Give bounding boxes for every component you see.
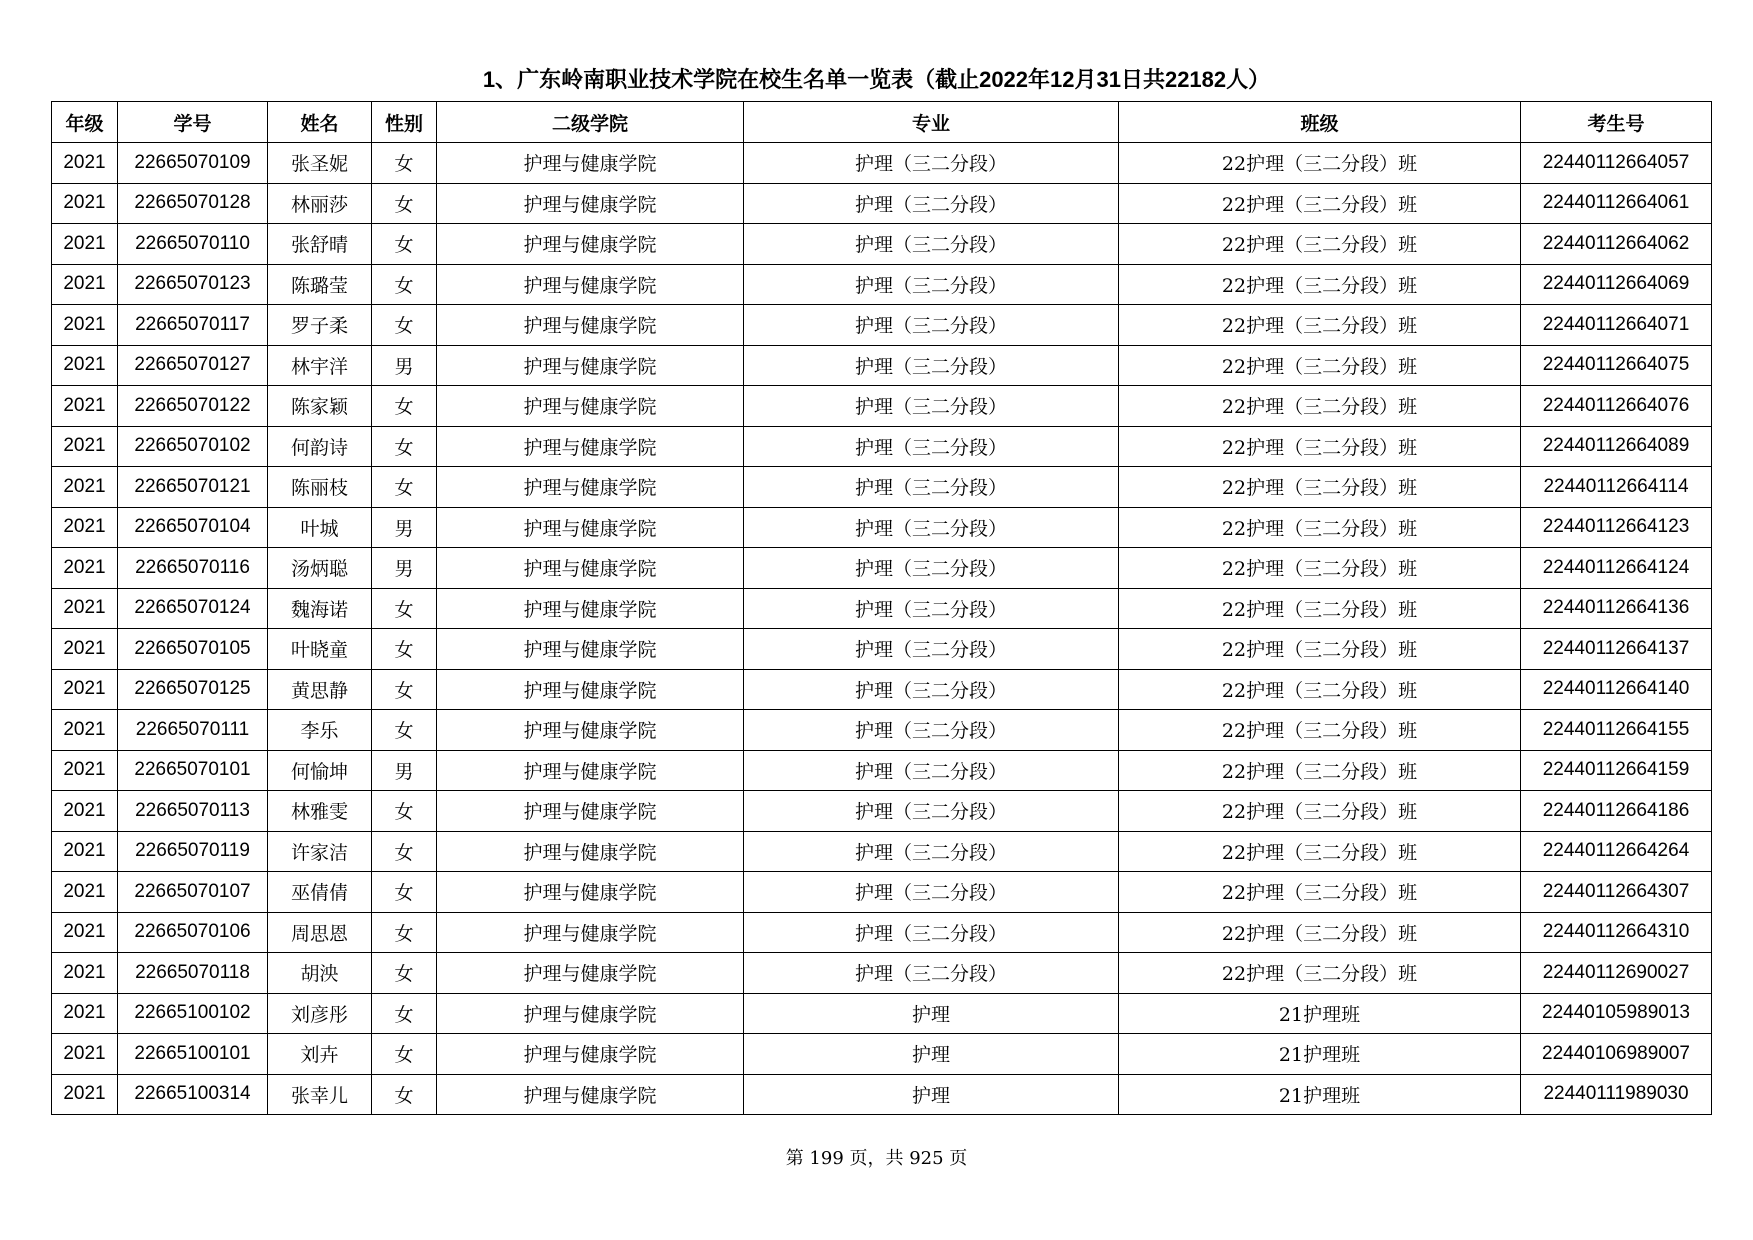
cell-gender: 男 bbox=[372, 507, 437, 548]
cell-class: 22护理（三二分段）班 bbox=[1119, 426, 1521, 467]
header-class: 班级 bbox=[1119, 102, 1521, 143]
cell-student-id: 22665070125 bbox=[118, 669, 268, 710]
cell-college: 护理与健康学院 bbox=[437, 710, 744, 751]
cell-student-id: 22665070117 bbox=[118, 305, 268, 346]
cell-major: 护理（三二分段） bbox=[744, 831, 1119, 872]
cell-class: 22护理（三二分段）班 bbox=[1119, 791, 1521, 832]
cell-major: 护理（三二分段） bbox=[744, 629, 1119, 670]
cell-gender: 女 bbox=[372, 831, 437, 872]
cell-student-id: 22665070111 bbox=[118, 710, 268, 751]
cell-grade: 2021 bbox=[52, 183, 118, 224]
cell-exam-id: 22440112664075 bbox=[1521, 345, 1712, 386]
header-college: 二级学院 bbox=[437, 102, 744, 143]
cell-exam-id: 22440112664124 bbox=[1521, 548, 1712, 589]
cell-college: 护理与健康学院 bbox=[437, 953, 744, 994]
cell-exam-id: 22440112690027 bbox=[1521, 953, 1712, 994]
cell-name: 张圣妮 bbox=[268, 143, 372, 184]
cell-student-id: 22665070110 bbox=[118, 224, 268, 265]
cell-grade: 2021 bbox=[52, 710, 118, 751]
cell-gender: 女 bbox=[372, 669, 437, 710]
cell-grade: 2021 bbox=[52, 143, 118, 184]
cell-exam-id: 22440112664140 bbox=[1521, 669, 1712, 710]
cell-class: 22护理（三二分段）班 bbox=[1119, 264, 1521, 305]
cell-exam-id: 22440112664307 bbox=[1521, 872, 1712, 913]
cell-student-id: 22665070127 bbox=[118, 345, 268, 386]
cell-name: 许家洁 bbox=[268, 831, 372, 872]
table-row bbox=[52, 507, 1712, 548]
cell-grade: 2021 bbox=[52, 953, 118, 994]
cell-gender: 女 bbox=[372, 588, 437, 629]
cell-grade: 2021 bbox=[52, 345, 118, 386]
cell-exam-id: 22440112664123 bbox=[1521, 507, 1712, 548]
cell-student-id: 22665100314 bbox=[118, 1074, 268, 1115]
cell-name: 何愉坤 bbox=[268, 750, 372, 791]
table-row bbox=[52, 548, 1712, 589]
cell-exam-id: 22440111989030 bbox=[1521, 1074, 1712, 1115]
cell-college: 护理与健康学院 bbox=[437, 791, 744, 832]
cell-grade: 2021 bbox=[52, 548, 118, 589]
cell-gender: 女 bbox=[372, 426, 437, 467]
cell-name: 李乐 bbox=[268, 710, 372, 751]
page-number-footer: 第 199 页，共 925 页 bbox=[785, 1148, 968, 1169]
cell-major: 护理（三二分段） bbox=[744, 143, 1119, 184]
table-row bbox=[52, 831, 1712, 872]
cell-gender: 女 bbox=[372, 264, 437, 305]
cell-exam-id: 22440112664137 bbox=[1521, 629, 1712, 670]
cell-major: 护理（三二分段） bbox=[744, 264, 1119, 305]
cell-class: 22护理（三二分段）班 bbox=[1119, 386, 1521, 427]
cell-student-id: 22665070119 bbox=[118, 831, 268, 872]
table-row bbox=[52, 183, 1712, 224]
table-row bbox=[52, 426, 1712, 467]
cell-name: 张幸儿 bbox=[268, 1074, 372, 1115]
cell-exam-id: 22440112664062 bbox=[1521, 224, 1712, 265]
cell-class: 22护理（三二分段）班 bbox=[1119, 588, 1521, 629]
cell-student-id: 22665070109 bbox=[118, 143, 268, 184]
cell-college: 护理与健康学院 bbox=[437, 183, 744, 224]
table-row bbox=[52, 345, 1712, 386]
cell-college: 护理与健康学院 bbox=[437, 507, 744, 548]
cell-name: 巫倩倩 bbox=[268, 872, 372, 913]
table-row bbox=[52, 224, 1712, 265]
cell-student-id: 22665070113 bbox=[118, 791, 268, 832]
cell-name: 叶晓童 bbox=[268, 629, 372, 670]
cell-student-id: 22665070101 bbox=[118, 750, 268, 791]
cell-class: 22护理（三二分段）班 bbox=[1119, 143, 1521, 184]
cell-student-id: 22665070105 bbox=[118, 629, 268, 670]
cell-college: 护理与健康学院 bbox=[437, 629, 744, 670]
cell-class: 21护理班 bbox=[1119, 993, 1521, 1034]
cell-college: 护理与健康学院 bbox=[437, 386, 744, 427]
cell-exam-id: 22440112664071 bbox=[1521, 305, 1712, 346]
cell-grade: 2021 bbox=[52, 912, 118, 953]
cell-major: 护理 bbox=[744, 1074, 1119, 1115]
cell-class: 22护理（三二分段）班 bbox=[1119, 669, 1521, 710]
cell-student-id: 22665070124 bbox=[118, 588, 268, 629]
cell-college: 护理与健康学院 bbox=[437, 264, 744, 305]
header-student-id: 学号 bbox=[118, 102, 268, 143]
cell-class: 22护理（三二分段）班 bbox=[1119, 548, 1521, 589]
table-row bbox=[52, 467, 1712, 508]
table-header-row bbox=[52, 102, 1712, 143]
cell-gender: 女 bbox=[372, 629, 437, 670]
header-gender: 性别 bbox=[372, 102, 437, 143]
cell-gender: 男 bbox=[372, 750, 437, 791]
cell-gender: 女 bbox=[372, 1074, 437, 1115]
cell-student-id: 22665070128 bbox=[118, 183, 268, 224]
cell-gender: 女 bbox=[372, 183, 437, 224]
cell-major: 护理（三二分段） bbox=[744, 872, 1119, 913]
cell-class: 22护理（三二分段）班 bbox=[1119, 629, 1521, 670]
table-row bbox=[52, 912, 1712, 953]
cell-college: 护理与健康学院 bbox=[437, 143, 744, 184]
cell-class: 22护理（三二分段）班 bbox=[1119, 912, 1521, 953]
cell-major: 护理（三二分段） bbox=[744, 791, 1119, 832]
cell-gender: 女 bbox=[372, 467, 437, 508]
cell-grade: 2021 bbox=[52, 386, 118, 427]
cell-grade: 2021 bbox=[52, 305, 118, 346]
header-name: 姓名 bbox=[268, 102, 372, 143]
cell-college: 护理与健康学院 bbox=[437, 467, 744, 508]
cell-student-id: 22665070107 bbox=[118, 872, 268, 913]
cell-gender: 女 bbox=[372, 953, 437, 994]
cell-gender: 女 bbox=[372, 305, 437, 346]
cell-gender: 女 bbox=[372, 993, 437, 1034]
cell-class: 22护理（三二分段）班 bbox=[1119, 872, 1521, 913]
cell-gender: 女 bbox=[372, 143, 437, 184]
cell-major: 护理 bbox=[744, 1034, 1119, 1075]
cell-exam-id: 22440112664076 bbox=[1521, 386, 1712, 427]
page-title: 1、广东岭南职业技术学院在校生名单一览表（截止2022年12月31日共22182人） bbox=[482, 67, 1271, 92]
student-roster-table bbox=[51, 101, 1712, 1115]
cell-major: 护理（三二分段） bbox=[744, 426, 1119, 467]
header-exam-id: 考生号 bbox=[1521, 102, 1712, 143]
cell-gender: 女 bbox=[372, 710, 437, 751]
cell-gender: 女 bbox=[372, 386, 437, 427]
cell-class: 22护理（三二分段）班 bbox=[1119, 345, 1521, 386]
cell-exam-id: 22440112664159 bbox=[1521, 750, 1712, 791]
cell-gender: 男 bbox=[372, 548, 437, 589]
cell-exam-id: 22440112664136 bbox=[1521, 588, 1712, 629]
cell-name: 胡泱 bbox=[268, 953, 372, 994]
cell-college: 护理与健康学院 bbox=[437, 588, 744, 629]
cell-class: 21护理班 bbox=[1119, 1074, 1521, 1115]
cell-name: 张舒晴 bbox=[268, 224, 372, 265]
cell-gender: 女 bbox=[372, 1034, 437, 1075]
table-row bbox=[52, 750, 1712, 791]
table-row bbox=[52, 1034, 1712, 1075]
cell-grade: 2021 bbox=[52, 1034, 118, 1075]
cell-class: 22护理（三二分段）班 bbox=[1119, 831, 1521, 872]
cell-major: 护理 bbox=[744, 993, 1119, 1034]
cell-class: 22护理（三二分段）班 bbox=[1119, 224, 1521, 265]
table-row bbox=[52, 1074, 1712, 1115]
header-grade: 年级 bbox=[52, 102, 118, 143]
cell-college: 护理与健康学院 bbox=[437, 305, 744, 346]
cell-name: 刘彦彤 bbox=[268, 993, 372, 1034]
cell-grade: 2021 bbox=[52, 507, 118, 548]
cell-major: 护理（三二分段） bbox=[744, 507, 1119, 548]
cell-name: 黄思静 bbox=[268, 669, 372, 710]
cell-major: 护理（三二分段） bbox=[744, 588, 1119, 629]
cell-college: 护理与健康学院 bbox=[437, 669, 744, 710]
cell-exam-id: 22440112664264 bbox=[1521, 831, 1712, 872]
cell-student-id: 22665070116 bbox=[118, 548, 268, 589]
cell-major: 护理（三二分段） bbox=[744, 710, 1119, 751]
table-row bbox=[52, 629, 1712, 670]
cell-exam-id: 22440105989013 bbox=[1521, 993, 1712, 1034]
cell-student-id: 22665070118 bbox=[118, 953, 268, 994]
cell-college: 护理与健康学院 bbox=[437, 993, 744, 1034]
cell-name: 林丽莎 bbox=[268, 183, 372, 224]
cell-name: 林雅雯 bbox=[268, 791, 372, 832]
cell-major: 护理（三二分段） bbox=[744, 345, 1119, 386]
cell-grade: 2021 bbox=[52, 588, 118, 629]
cell-grade: 2021 bbox=[52, 872, 118, 913]
cell-exam-id: 22440112664057 bbox=[1521, 143, 1712, 184]
table-row bbox=[52, 953, 1712, 994]
table-row bbox=[52, 791, 1712, 832]
cell-grade: 2021 bbox=[52, 750, 118, 791]
cell-gender: 男 bbox=[372, 345, 437, 386]
cell-exam-id: 22440106989007 bbox=[1521, 1034, 1712, 1075]
cell-name: 汤炳聪 bbox=[268, 548, 372, 589]
cell-college: 护理与健康学院 bbox=[437, 345, 744, 386]
cell-major: 护理（三二分段） bbox=[744, 669, 1119, 710]
cell-major: 护理（三二分段） bbox=[744, 750, 1119, 791]
cell-gender: 女 bbox=[372, 872, 437, 913]
table-row bbox=[52, 305, 1712, 346]
cell-college: 护理与健康学院 bbox=[437, 872, 744, 913]
cell-student-id: 22665070122 bbox=[118, 386, 268, 427]
cell-gender: 女 bbox=[372, 224, 437, 265]
cell-class: 22护理（三二分段）班 bbox=[1119, 710, 1521, 751]
table-row bbox=[52, 264, 1712, 305]
cell-grade: 2021 bbox=[52, 1074, 118, 1115]
cell-class: 22护理（三二分段）班 bbox=[1119, 953, 1521, 994]
table-row bbox=[52, 710, 1712, 751]
cell-gender: 女 bbox=[372, 912, 437, 953]
cell-major: 护理（三二分段） bbox=[744, 386, 1119, 427]
cell-college: 护理与健康学院 bbox=[437, 224, 744, 265]
cell-name: 罗子柔 bbox=[268, 305, 372, 346]
cell-exam-id: 22440112664069 bbox=[1521, 264, 1712, 305]
cell-name: 陈家颖 bbox=[268, 386, 372, 427]
cell-college: 护理与健康学院 bbox=[437, 1034, 744, 1075]
cell-student-id: 22665100101 bbox=[118, 1034, 268, 1075]
cell-grade: 2021 bbox=[52, 629, 118, 670]
cell-name: 林宇洋 bbox=[268, 345, 372, 386]
cell-college: 护理与健康学院 bbox=[437, 831, 744, 872]
cell-major: 护理（三二分段） bbox=[744, 548, 1119, 589]
table-body bbox=[52, 143, 1712, 1115]
cell-grade: 2021 bbox=[52, 831, 118, 872]
cell-class: 22护理（三二分段）班 bbox=[1119, 467, 1521, 508]
cell-college: 护理与健康学院 bbox=[437, 750, 744, 791]
cell-name: 陈丽枝 bbox=[268, 467, 372, 508]
cell-grade: 2021 bbox=[52, 993, 118, 1034]
cell-major: 护理（三二分段） bbox=[744, 953, 1119, 994]
cell-grade: 2021 bbox=[52, 224, 118, 265]
cell-grade: 2021 bbox=[52, 791, 118, 832]
cell-name: 叶城 bbox=[268, 507, 372, 548]
cell-name: 何韵诗 bbox=[268, 426, 372, 467]
cell-student-id: 22665070106 bbox=[118, 912, 268, 953]
table-row bbox=[52, 588, 1712, 629]
cell-major: 护理（三二分段） bbox=[744, 183, 1119, 224]
cell-major: 护理（三二分段） bbox=[744, 912, 1119, 953]
cell-class: 22护理（三二分段）班 bbox=[1119, 183, 1521, 224]
cell-gender: 女 bbox=[372, 791, 437, 832]
cell-student-id: 22665070104 bbox=[118, 507, 268, 548]
table-row bbox=[52, 386, 1712, 427]
header-major: 专业 bbox=[744, 102, 1119, 143]
table-row bbox=[52, 143, 1712, 184]
cell-student-id: 22665100102 bbox=[118, 993, 268, 1034]
cell-class: 22护理（三二分段）班 bbox=[1119, 305, 1521, 346]
table-row bbox=[52, 872, 1712, 913]
cell-name: 周思恩 bbox=[268, 912, 372, 953]
cell-college: 护理与健康学院 bbox=[437, 912, 744, 953]
cell-exam-id: 22440112664310 bbox=[1521, 912, 1712, 953]
cell-major: 护理（三二分段） bbox=[744, 467, 1119, 508]
cell-name: 陈璐莹 bbox=[268, 264, 372, 305]
cell-name: 刘卉 bbox=[268, 1034, 372, 1075]
cell-grade: 2021 bbox=[52, 467, 118, 508]
table-row bbox=[52, 993, 1712, 1034]
cell-exam-id: 22440112664061 bbox=[1521, 183, 1712, 224]
cell-major: 护理（三二分段） bbox=[744, 305, 1119, 346]
cell-grade: 2021 bbox=[52, 426, 118, 467]
cell-student-id: 22665070123 bbox=[118, 264, 268, 305]
cell-student-id: 22665070121 bbox=[118, 467, 268, 508]
cell-college: 护理与健康学院 bbox=[437, 426, 744, 467]
cell-student-id: 22665070102 bbox=[118, 426, 268, 467]
cell-exam-id: 22440112664114 bbox=[1521, 467, 1712, 508]
cell-class: 22护理（三二分段）班 bbox=[1119, 507, 1521, 548]
table-row bbox=[52, 669, 1712, 710]
cell-class: 22护理（三二分段）班 bbox=[1119, 750, 1521, 791]
cell-grade: 2021 bbox=[52, 669, 118, 710]
cell-exam-id: 22440112664089 bbox=[1521, 426, 1712, 467]
cell-exam-id: 22440112664186 bbox=[1521, 791, 1712, 832]
cell-college: 护理与健康学院 bbox=[437, 548, 744, 589]
cell-name: 魏海诺 bbox=[268, 588, 372, 629]
cell-grade: 2021 bbox=[52, 264, 118, 305]
cell-class: 21护理班 bbox=[1119, 1034, 1521, 1075]
cell-exam-id: 22440112664155 bbox=[1521, 710, 1712, 751]
cell-major: 护理（三二分段） bbox=[744, 224, 1119, 265]
cell-college: 护理与健康学院 bbox=[437, 1074, 744, 1115]
